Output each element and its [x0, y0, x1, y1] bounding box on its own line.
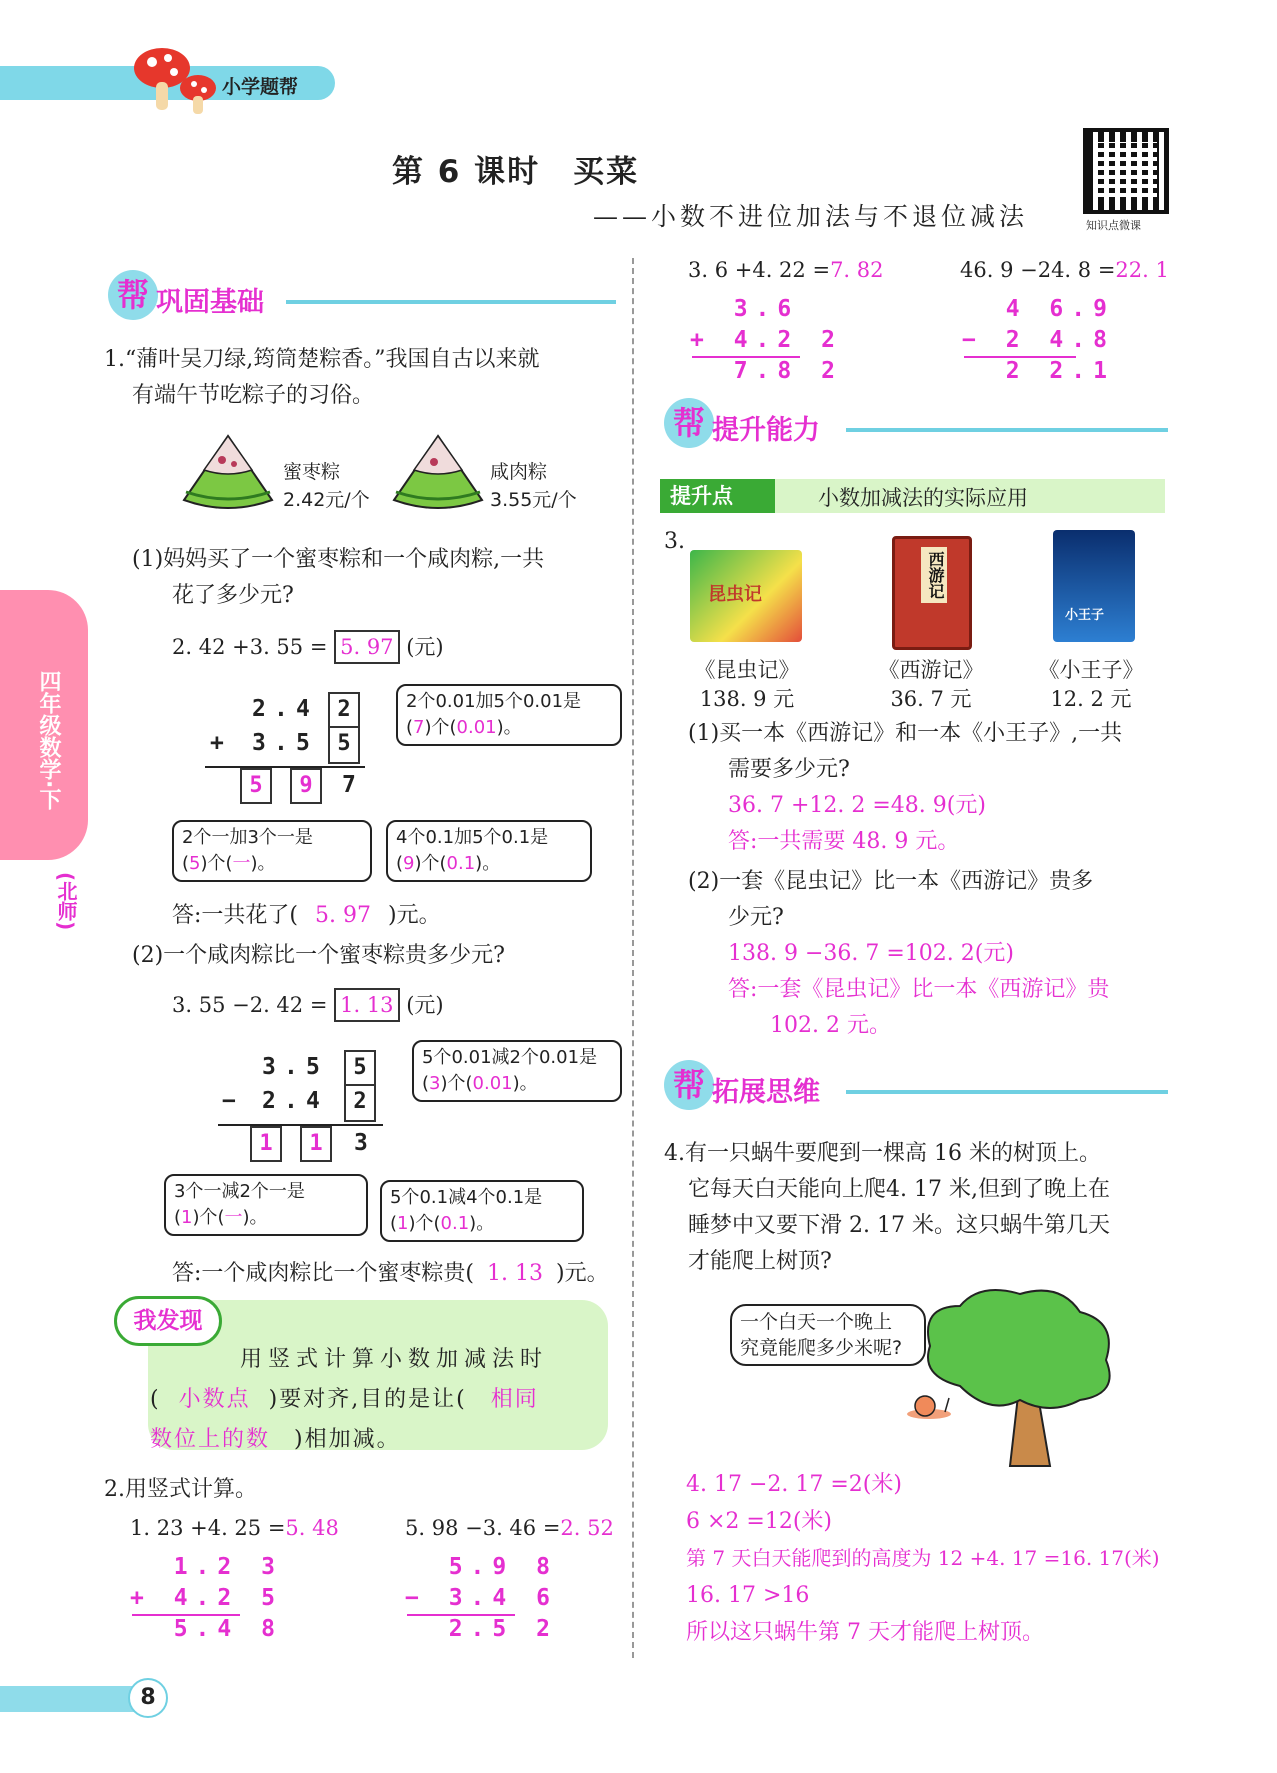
equation-text: 46. 9 −24. 8 = [960, 258, 1116, 282]
qr-caption: 知识点微课 [1086, 219, 1141, 232]
zongzi-label-1 [283, 458, 370, 514]
discovery-line: 用竖式计算小数加减法时 [240, 1347, 549, 1372]
q3-line: (2)一套《昆虫记》比一本《西游记》贵多 [688, 869, 1094, 894]
discovery-answer: 相同 [490, 1387, 539, 1412]
bang-icon: 帮 [664, 398, 714, 448]
bubble-text: 2个一加3个一是 [182, 827, 313, 848]
q3-line: 少元? [728, 905, 784, 930]
section-header-ability [664, 398, 1168, 454]
bubble-answer: 0.1 [446, 853, 476, 874]
focus-text: 小数加减法的实际应用 [818, 486, 1028, 510]
bubble-text: 究竟能爬多少米呢? [740, 1337, 903, 1359]
equation-answer: 2. 52 [560, 1516, 614, 1540]
q1-p2-equation [172, 988, 444, 1022]
q1-p1-equation [172, 630, 444, 664]
bubble-answer: 3 [429, 1073, 441, 1094]
q3-answer: 答:一共需要 48. 9 元。 [728, 829, 960, 854]
bubble-answer: 0.01 [456, 717, 497, 738]
bubble-answer: 0.1 [440, 1213, 470, 1234]
q4-answer-line: 第 7 天白天能爬到的高度为 12 +4. 17 =16. 17(米) [686, 1546, 1160, 1570]
book-cover-title: 西游记 [921, 547, 947, 603]
grade-side-tab: 四年级数学·下 [0, 590, 88, 860]
book-cover-kunchongji [690, 550, 802, 642]
digit: 2 [262, 1088, 276, 1114]
q2b-equation [405, 1516, 614, 1540]
digit: . [284, 1088, 298, 1114]
equation-text: 3. 6 +4. 22 = [688, 258, 831, 282]
equation-text: 1. 23 +4. 25 = [130, 1516, 286, 1540]
item-price: 3.55元/个 [490, 489, 577, 511]
mushroom-logo-icon [128, 44, 220, 116]
digit: . [274, 730, 288, 756]
zongzi-label-2 [490, 458, 577, 514]
book-price: 36. 7 元 [890, 687, 972, 711]
bubble-answer: 5 [189, 853, 201, 874]
answer-box: 5. 97 [334, 630, 399, 664]
digit: . [274, 696, 288, 722]
bubble-text: 5个0.1减4个0.1是 [390, 1187, 543, 1208]
equation-text: 2. 42 +3. 55 = [172, 635, 328, 659]
edition-label: (北师) [54, 872, 78, 931]
answer-text: )元。 [387, 903, 441, 928]
q1-p2-answer [172, 1256, 609, 1292]
book-price: 138. 9 元 [699, 687, 795, 711]
digit: 5 [306, 1054, 320, 1080]
q2c-equation [688, 258, 884, 282]
bubble-text: 3个一减2个一是 [174, 1181, 305, 1202]
section-title: 巩固基础 [156, 287, 264, 318]
q1-part1 [132, 542, 622, 614]
calc-rule [132, 1614, 240, 1616]
book-name: 《西游记》 [878, 658, 984, 682]
column-divider [632, 258, 634, 1658]
book-cover-title: 小王子 [1065, 608, 1105, 623]
q2d-vertical: 4 6.9 − 2 4.8 2 2.1 [962, 296, 1115, 384]
bubble-answer: 一 [224, 1207, 243, 1228]
answer-value: 1. 13 [487, 1261, 543, 1286]
digit: 3 [262, 1054, 276, 1080]
bubble-text: 一个白天一个晚上 [740, 1311, 893, 1333]
digit: 2 [252, 696, 266, 722]
q2c-vertical: 3.6 + 4.2 2 7.8 2 [690, 296, 843, 384]
book-label [872, 656, 990, 714]
bubble-text: 4个0.1加5个0.1是 [396, 827, 549, 848]
q3-part2 [688, 864, 1168, 1044]
answer-text: 答:一共花了( [172, 903, 298, 928]
bang-icon: 帮 [108, 270, 158, 320]
q4-answer-line: 6 ×2 =12(米) [686, 1509, 833, 1534]
discovery-text-part: ( [150, 1387, 161, 1412]
discovery-answer: 数位上的数 [150, 1427, 271, 1452]
q1-p1-line: 花了多少元? [172, 583, 294, 608]
zongzi-image [178, 430, 278, 516]
hint-bubble: 5个0.01减2个0.01是 (3)个(0.01)。 [412, 1040, 622, 1102]
section-title: 提升能力 [712, 415, 820, 446]
equation-answer: 22. 1 [1115, 258, 1169, 282]
q4-solution [686, 1466, 1160, 1651]
discovery-text-part: )要对齐,目的是让( [268, 1387, 467, 1412]
book-label [692, 656, 802, 714]
book-name: 《昆虫记》 [694, 658, 800, 682]
q4-line: 4.有一只蜗牛要爬到一棵高 16 米的树顶上。 [664, 1141, 1101, 1166]
bubble-answer: 1 [181, 1207, 193, 1228]
q3-answer: 102. 2 元。 [770, 1013, 891, 1038]
digit: 7 [342, 772, 356, 798]
digit: 4 [296, 696, 310, 722]
q3-line: (1)买一本《西游记》和一本《小王子》,一共 [688, 721, 1123, 746]
book-cover-xiyouji [892, 536, 972, 650]
hint-bubble: 4个0.1加5个0.1是 (9)个(0.1)。 [386, 820, 592, 882]
discovery-text-part: )相加减。 [294, 1427, 401, 1452]
digit-box: 5 [240, 768, 272, 804]
item-name: 蜜枣粽 [283, 461, 341, 483]
focus-tag: 提升点 [660, 479, 775, 513]
digit-box: 1 [300, 1126, 332, 1162]
digit: 4 [306, 1088, 320, 1114]
page-number: 8 [128, 1678, 168, 1718]
bang-icon: 帮 [664, 1060, 714, 1110]
digit-box: 2 [328, 692, 360, 728]
q4-stem [664, 1136, 1174, 1280]
q1-stem [104, 342, 624, 414]
discovery-answer: 小数点 [178, 1387, 251, 1412]
discovery-tag: 我发现 [114, 1296, 222, 1346]
digit-box: 2 [344, 1086, 376, 1122]
q4-line: 它每天白天能向上爬4. 17 米,但到了晚上在 [688, 1177, 1110, 1202]
bubble-answer: 0.01 [472, 1073, 513, 1094]
section-rule [286, 300, 616, 304]
equation-answer: 5. 48 [285, 1516, 339, 1540]
calc-rule [964, 356, 1076, 358]
digit-box: 1 [250, 1126, 282, 1162]
equation-text: 5. 98 −3. 46 = [405, 1516, 561, 1540]
q1-p1-line: (1)妈妈买了一个蜜枣粽和一个咸肉粽,一共 [132, 547, 545, 572]
q4-line: 才能爬上树顶? [688, 1249, 832, 1274]
bubble-text: 2个0.01加5个0.01是 [406, 691, 582, 712]
page-title: 第 6 课时 买菜 [392, 154, 640, 190]
q4-answer-line: 4. 17 −2. 17 =2(米) [686, 1472, 902, 1497]
digit-box: 9 [290, 768, 322, 804]
q3-answer: 答:一套《昆虫记》比一本《西游记》贵 [728, 977, 1110, 1002]
hint-bubble: 3个一减2个一是 (1)个(一)。 [164, 1174, 368, 1236]
equation-answer: 7. 82 [830, 258, 884, 282]
q2a-equation [130, 1516, 339, 1540]
digit-box: 5 [328, 728, 360, 764]
q3-line: 需要多少元? [728, 757, 850, 782]
digit: + [210, 730, 224, 756]
equation-text: 3. 55 −2. 42 = [172, 993, 328, 1017]
digit: − [222, 1088, 236, 1114]
zongzi-image [388, 430, 488, 516]
digit: 3 [354, 1130, 368, 1156]
bubble-answer: 一 [232, 853, 251, 874]
digit: . [284, 1054, 298, 1080]
q4-answer-line: 所以这只蜗牛第 7 天才能爬上树顶。 [686, 1620, 1044, 1645]
q3-answer: 138. 9 −36. 7 =102. 2(元) [728, 941, 1014, 966]
unit-text: (元) [406, 993, 444, 1017]
brand-name: 小学题帮 [222, 76, 299, 98]
q1-p1-answer [172, 898, 441, 934]
digit-box: 5 [344, 1050, 376, 1086]
q3-answer: 36. 7 +12. 2 =48. 9(元) [728, 793, 986, 818]
q2d-equation [960, 258, 1169, 282]
answer-box: 1. 13 [334, 988, 399, 1022]
calc-rule [692, 356, 800, 358]
item-price: 2.42元/个 [283, 489, 370, 511]
digit: 3 [252, 730, 266, 756]
page-subtitle: ——小数不进位加法与不退位减法 [593, 202, 1029, 231]
q2b-vertical: 5.9 8 − 3.4 6 2.5 2 [405, 1554, 558, 1642]
bubble-text: 5个0.01减2个0.01是 [422, 1047, 598, 1068]
bubble-answer: 1 [397, 1213, 409, 1234]
q4-answer-line: 16. 17 >16 [686, 1583, 810, 1608]
hint-bubble: 2个一加3个一是 (5)个(一)。 [172, 820, 372, 882]
book-label [1032, 656, 1150, 714]
bubble-answer: 7 [413, 717, 425, 738]
q3-part1 [688, 716, 1168, 860]
q1-stem-line: 1.“蒲叶吴刀绿,筠筒楚粽香。”我国自古以来就 [104, 347, 540, 372]
section-rule [846, 1090, 1168, 1094]
book-name: 《小王子》 [1038, 658, 1144, 682]
snail-icon [905, 1392, 953, 1420]
section-header-basics [108, 270, 616, 326]
answer-value: 5. 97 [315, 903, 371, 928]
q1-stem-line: 有端午节吃粽子的习俗。 [132, 383, 375, 408]
snail-speech-bubble [730, 1304, 926, 1366]
unit-text: (元) [406, 635, 444, 659]
tree-image [900, 1286, 1130, 1476]
book-price: 12. 2 元 [1050, 687, 1132, 711]
q2a-vertical: 1.2 3 + 4.2 5 5.4 8 [130, 1554, 283, 1642]
calc-rule [205, 766, 365, 768]
q2-stem: 2.用竖式计算。 [104, 1477, 257, 1502]
q4-line: 睡梦中又要下滑 2. 17 米。这只蜗牛第几天 [688, 1213, 1110, 1238]
answer-text: 答:一个咸肉粽比一个蜜枣粽贵( [172, 1261, 474, 1286]
discovery-text [150, 1340, 600, 1460]
book-cover-title: 昆虫记 [708, 584, 762, 605]
section-title: 拓展思维 [712, 1077, 820, 1108]
q3-number: 3. [664, 529, 685, 554]
calc-rule [407, 1614, 515, 1616]
bubble-answer: 9 [403, 853, 415, 874]
qr-code-icon[interactable] [1083, 128, 1169, 214]
section-header-extension [664, 1060, 1168, 1116]
q1-part2: (2)一个咸肉粽比一个蜜枣粽贵多少元? [132, 943, 505, 968]
section-rule [846, 428, 1168, 432]
hint-bubble: 2个0.01加5个0.01是 (7)个(0.01)。 [396, 684, 622, 746]
digit: 5 [296, 730, 310, 756]
book-cover-xiaowangzi [1053, 530, 1135, 642]
item-name: 咸肉粽 [490, 461, 548, 483]
answer-text: )元。 [555, 1261, 609, 1286]
hint-bubble: 5个0.1减4个0.1是 (1)个(0.1)。 [380, 1180, 584, 1242]
